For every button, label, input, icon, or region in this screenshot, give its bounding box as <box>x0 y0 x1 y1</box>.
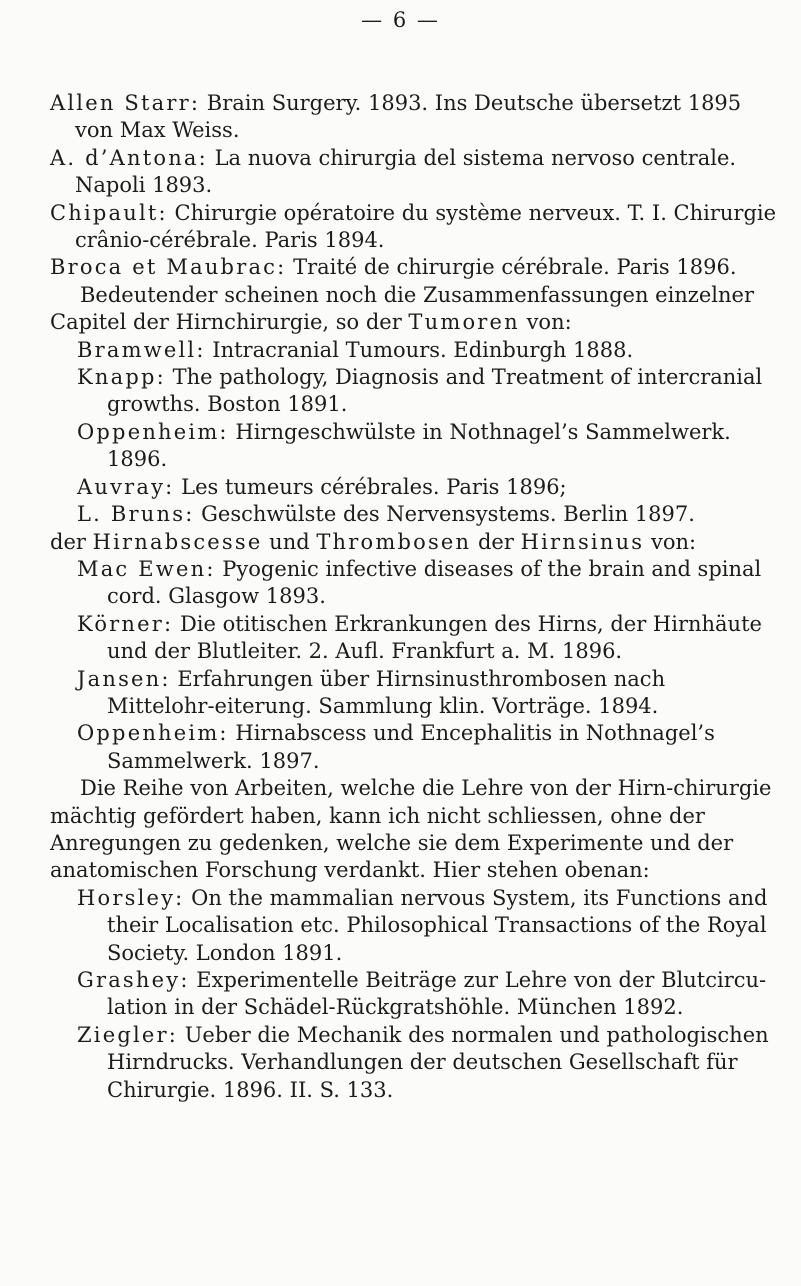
reference-text: Die otitischen Erkrankungen des Hirns, der Hirnhäute und der Blutleiter. 2. Aufl. Frankfurt a. M. 1896. <box>107 611 762 664</box>
reference-entry <box>50 885 778 967</box>
reference-entry <box>50 364 778 419</box>
page-number: — 6 — <box>361 8 440 32</box>
reference-text: On the mammalian nervous System, its Functions and their Localisation etc. Philosophical Transactions of the Royal Society. London 1891. <box>107 885 768 965</box>
reference-text: The pathology, Diagnosis and Treatment of intercranial growths. Boston 1891. <box>107 365 763 417</box>
author-name: L. Bruns: <box>77 502 195 527</box>
author-name: Körner: <box>77 611 174 636</box>
reference-entry <box>50 337 778 364</box>
paragraph-text: der <box>471 529 521 554</box>
reference-entry <box>50 967 778 1022</box>
author-name: A. d’Antona: <box>50 145 208 170</box>
emphasis-text: Hirnabscesse <box>92 529 263 554</box>
reference-entry <box>50 90 778 145</box>
reference-text: Hirnabscess und Encephalitis in Nothnagel’s Sammelwerk. 1897. <box>107 721 715 773</box>
paragraph <box>50 282 778 337</box>
emphasis-text: Tumoren <box>408 310 520 335</box>
reference-entry <box>50 254 778 281</box>
reference-entry <box>50 474 778 501</box>
paragraph <box>50 775 778 885</box>
author-name: Oppenheim: <box>77 419 229 444</box>
author-name: Mac Ewen: <box>77 556 216 581</box>
author-name: Broca et Maubrac: <box>50 255 287 280</box>
author-name: Allen Starr: <box>50 91 201 115</box>
paragraph <box>50 529 778 556</box>
reference-entry <box>50 1022 778 1104</box>
paragraph-text: Die Reihe von Arbeiten, welche die Lehre von der Hirn-chirurgie mächtig gefördert haben, kann ich nicht schliessen, ohne der Anregungen zu gedenken, welche sie dem Experimente und der anatomischen Forschung verdankt. Hier stehen obenan: <box>50 776 772 883</box>
reference-text: La nuova chirurgia del sistema nervoso centrale. Napoli 1893. <box>75 145 737 198</box>
body-text <box>50 90 778 1104</box>
paragraph-text: Bedeutender scheinen noch die Zusammenfassungen einzelner Capitel der Hirnchirurgie, so der <box>50 282 755 335</box>
author-name: Ziegler: <box>77 1022 179 1047</box>
emphasis-text: Hirnsinus <box>520 529 645 554</box>
author-name: Horsley: <box>77 885 185 910</box>
reference-text: Traité de chirurgie cérébrale. Paris 1896. <box>286 255 737 280</box>
author-name: Bramwell: <box>77 337 206 362</box>
paragraph-text: von: <box>644 529 697 554</box>
reference-entry <box>50 666 778 721</box>
reference-entry <box>50 720 778 775</box>
author-name: Oppenheim: <box>77 721 229 746</box>
reference-text: Experimentelle Beiträge zur Lehre von der Blutcircu-lation in der Schädel-Rückgratshöhle. München 1892. <box>107 968 767 1020</box>
reference-text: Geschwülste des Nervensystems. Berlin 1897. <box>194 502 695 527</box>
author-name: Knapp: <box>77 365 166 390</box>
reference-text: Les tumeurs cérébrales. Paris 1896; <box>174 474 567 499</box>
reference-text: Intracranial Tumours. Edinburgh 1888. <box>205 337 634 362</box>
reference-entry <box>50 611 778 666</box>
paragraph-text: von: <box>519 310 572 335</box>
paragraph-text: der <box>50 529 93 554</box>
author-name: Chipault: <box>50 200 168 225</box>
author-name: Jansen: <box>77 666 171 691</box>
reference-entry <box>50 556 778 611</box>
reference-entry <box>50 501 778 528</box>
reference-text: Brain Surgery. 1893. Ins Deutsche übersetzt 1895 von Max Weiss. <box>75 91 742 143</box>
emphasis-text: Thrombosen <box>316 529 472 554</box>
reference-text: Erfahrungen über Hirnsinusthrombosen nach Mittelohr-eiterung. Sammlung klin. Vorträge. 1894. <box>107 666 666 718</box>
reference-text: Hirngeschwülste in Nothnagel’s Sammelwerk. 1896. <box>107 419 731 472</box>
reference-entry <box>50 200 778 255</box>
reference-text: Pyogenic infective diseases of the brain and spinal cord. Glasgow 1893. <box>107 556 762 609</box>
reference-text: Ueber die Mechanik des normalen und pathologischen Hirndrucks. Verhandlungen der deutschen Gesellschaft für Chirurgie. 1896. II. S. 133. <box>107 1022 769 1102</box>
author-name: Grashey: <box>77 968 190 992</box>
reference-entry <box>50 145 778 200</box>
paragraph-text: und <box>262 529 317 554</box>
reference-text: Chirurgie opératoire du système nerveux. T. I. Chirurgie crânio-cérébrale. Paris 1894. <box>75 200 777 253</box>
author-name: Auvray: <box>77 474 175 499</box>
reference-entry <box>50 419 778 474</box>
